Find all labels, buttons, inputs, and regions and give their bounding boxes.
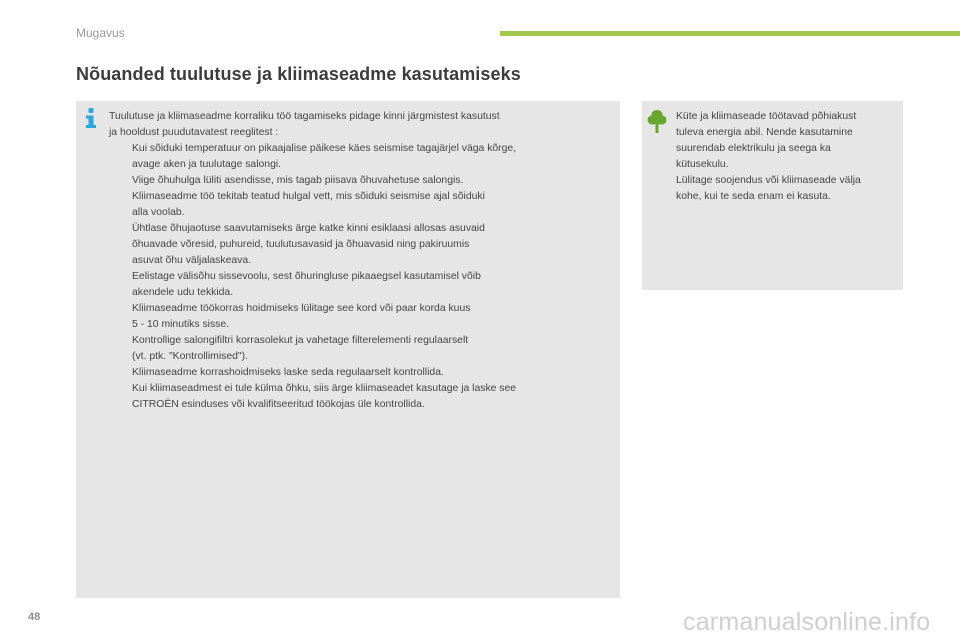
info-list-item	[109, 269, 615, 301]
info-box	[76, 101, 620, 598]
watermark: carmanualsonline.info	[683, 608, 931, 636]
info-content	[109, 109, 615, 413]
page-number: 48	[28, 611, 41, 623]
info-list-item-text: Kliimaseadme korrashoidmiseks laske seda regulaarselt kontrollida.	[132, 367, 444, 378]
info-list-item	[109, 189, 615, 221]
info-list-item	[109, 365, 615, 381]
info-list-item-text: Kontrollige salongifiltri korrasolekut ja vahetage filterelementi regulaarselt (vt. ptk. "Kontrollimised").	[132, 335, 469, 362]
info-list-item	[109, 221, 615, 269]
info-list-item	[109, 381, 615, 413]
header-accent-bar	[500, 31, 960, 36]
info-icon	[83, 107, 99, 129]
info-list-item-text: Kliimaseadme töökorras hoidmiseks lülitage see kord või paar korda kuus 5 - 10 minutiks sisse.	[132, 303, 471, 330]
page-title: Nõuanded tuulutuse ja kliimaseadme kasutamiseks	[76, 64, 521, 84]
info-list-item	[109, 333, 615, 365]
eco-box	[642, 101, 903, 290]
tree-icon	[646, 109, 668, 135]
info-list-item	[109, 141, 615, 189]
section-label: Mugavus	[76, 26, 125, 40]
info-intro: Tuulutuse ja kliimaseadme korraliku töö tagamiseks pidage kinni järgmistest kasutust ja hooldust puudutavatest reeglitest :	[109, 111, 500, 138]
info-list	[109, 141, 615, 413]
info-list-item-text: Kliimaseadme töö tekitab teatud hulgal vett, mis sõiduki seismise ajal sõiduki alla voolab.	[132, 191, 485, 218]
info-list-item-text: Ühtlase õhujaotuse saavutamiseks ärge katke kinni esiklaasi allosas asuvaid õhuavade võresid, puhureid, tuulutusavasid ja õhuavasid ning pakiruumis asuvat õhu väljalaskeava.	[132, 223, 485, 266]
info-list-item-text: Kui kliimaseadmest ei tule külma õhku, siis ärge kliimaseadet kasutage ja laske see CITROËN esinduses või kvalifitseeritud töökojas üle kontrollida.	[132, 383, 517, 410]
info-list-item	[109, 301, 615, 333]
eco-text: Küte ja kliimaseade töötavad põhiakust tuleva energia abil. Nende kasutamine suurendab elektrikulu ja seega ka kütusekulu. Lülitage soojendus või kliimaseade välja kohe, kui te seda enam ei kasuta.	[676, 111, 861, 202]
info-list-item-text: Kui sõiduki temperatuur on pikaajalise päikese käes seismise tagajärjel väga kõrge, avage aken ja tuulutage salongi. Viige õhuhulga lüliti asendisse, mis tagab piisava õhuvahetuse salongis.	[132, 143, 517, 186]
info-list-item-text: Eelistage välisõhu sissevoolu, sest õhuringluse pikaaegsel kasutamisel võib akendele udu tekkida.	[132, 271, 481, 298]
